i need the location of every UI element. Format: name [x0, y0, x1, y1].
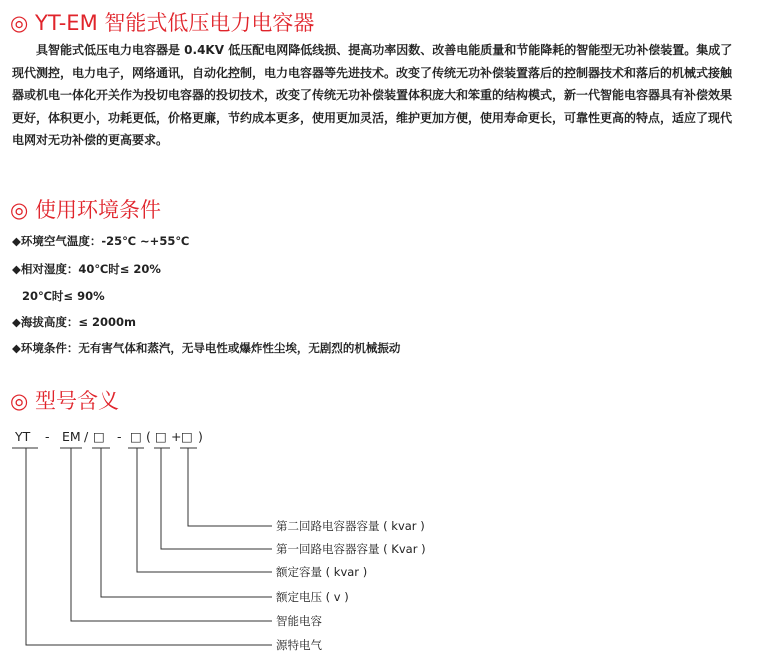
- code-part-dash: -: [45, 429, 50, 444]
- env-item-conditions: ◆环境条件：无有害气体和蒸汽，无导电性或爆炸性尘埃，无剧烈的机械振动: [12, 341, 401, 355]
- code-part-box: □: [130, 429, 142, 444]
- paragraph-line: 电网对无功补偿的更高要求。: [12, 133, 169, 148]
- code-part-plus: +: [171, 429, 182, 444]
- code-part-box: □: [93, 429, 105, 444]
- paragraph-line: 器或机电一体化开关作为投切电容器的投切技术，改变了传统无功补偿装置体积庞大和笨重的结构模式，新一代智能电容器具有补偿效果: [12, 88, 733, 103]
- env-item-altitude: ◆海拔高度：≤ 2000m: [12, 315, 136, 329]
- legend-rated-capacity: 额定容量 ( kvar ): [276, 565, 368, 579]
- model-title: ◎ 型号含义: [10, 389, 119, 413]
- env-item-humidity-2: 20℃时≤ 90%: [22, 289, 105, 303]
- legend-second-circuit: 第二回路电容器容量 ( kvar ): [276, 519, 425, 533]
- code-part-yt: YT: [15, 429, 31, 444]
- legend-first-circuit: 第一回路电容器容量 ( Kvar ): [276, 542, 426, 556]
- code-part-box: □: [155, 429, 167, 444]
- legend-rated-voltage: 额定电压 ( v ): [276, 590, 349, 604]
- paragraph-line: 更好，体积更小，功耗更低，价格更廉，节约成本更多，使用更加灵活，维护更加方便，使用寿命更长，可靠性更高的特点，适应了现代: [12, 110, 733, 125]
- environment-title: ◎ 使用环境条件: [10, 198, 161, 222]
- code-part-slash: /: [84, 429, 89, 444]
- legend-brand: 源特电气: [276, 638, 322, 652]
- code-part-em: EM: [62, 429, 81, 444]
- legend-smart-capacitor: 智能电容: [276, 614, 322, 628]
- env-item-humidity: ◆相对湿度：40℃时≤ 20%: [12, 262, 161, 276]
- code-part-dash: -: [117, 429, 122, 444]
- code-part-box: □: [181, 429, 193, 444]
- intro-title: ◎ YT-EM 智能式低压电力电容器: [10, 11, 315, 35]
- paragraph-line: 具智能式低压电力电容器是 0.4KV 低压配电网降低线损、提高功率因数、改善电能质量和节能降耗的智能型无功补偿装置。集成了: [36, 43, 733, 57]
- code-part-paren-close: ): [198, 429, 203, 444]
- paragraph-line: 现代测控，电力电子，网络通讯，自动化控制，电力电容器等先进技术。改变了传统无功补偿装置落后的控制器技术和落后的机械式接触: [12, 65, 733, 80]
- code-part-paren-open: (: [146, 429, 151, 444]
- env-item-temperature: ◆环境空气温度：-25℃ ~+55℃: [12, 234, 190, 248]
